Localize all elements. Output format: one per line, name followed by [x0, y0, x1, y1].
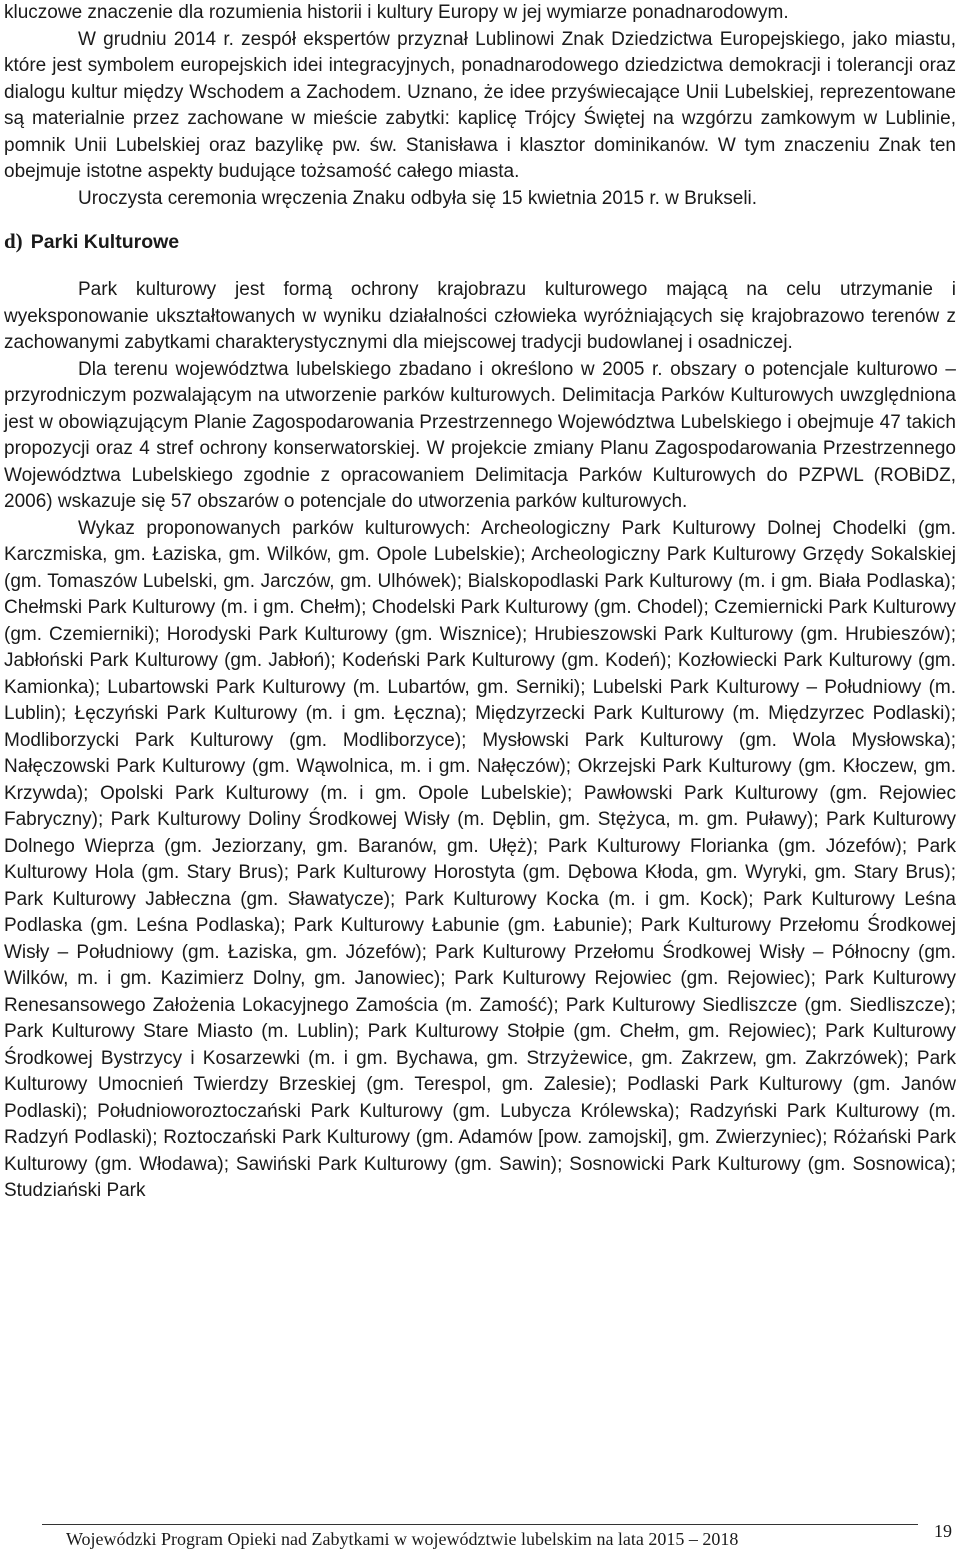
- footer-divider: [42, 1524, 918, 1525]
- page-number: 19: [934, 1521, 952, 1541]
- paragraph-heritage-label: W grudniu 2014 r. zespół ekspertów przyznał Lublinowi Znak Dziedzictwa Europejskiego, jako miastu, które jest symbolem europejskich idei integracyjnych, ponadnarodowego dziedzictwa demokracji i tolerancji oraz dialogu kultur między Wschodem a Zachodem. Uznano, że idee przyświecające Unii Lubelskiej, reprezentowane są materialnie przez zachowane w mieście zabytki: kaplicę Trójcy Świętej na wzgórzu zamkowym w Lublinie, pomnik Unii Lubelskiej oraz bazylikę pw. św. Stanisława i klasztor dominikanów. W tym znaczeniu Znak ten obejmuje istotne aspekty budujące tożsamość całego miasta.: [4, 28, 956, 182]
- document-page: [4, 0, 956, 1205]
- paragraph-delimitation: Dla terenu województwa lubelskiego zbadano i określono w 2005 r. obszary o potencjale kulturowo – przyrodniczym pozwalającym na utworzenie parków kulturowych. Delimitacja Parków Kulturowych uwzględniona jest w obowiązującym Planie Zagospodarowania Przestrzennego Województwa Lubelskiego i obejmuje 47 takich propozycji oraz 4 stref ochrony konserwatorskiej. W projekcie zmiany Planu Zagospodarowania Przestrzennego Województwa Lubelskiego zgodnie z opracowaniem Delimitacja Parków Kulturowych do PZPWL (ROBiDZ, 2006) wskazuje się 57 obszarów o potencjale do utworzenia parków kulturowych.: [4, 358, 956, 512]
- section-title: Parki Kulturowe: [30, 231, 180, 253]
- paragraph-definition: Park kulturowy jest formą ochrony krajobrazu kulturowego mającą na celu utrzymanie i wyeksponowanie ukształtowanych w wyniku działalności człowieka wyróżniających się krajobrazowo terenów z zachowanymi zabytkami charakterystycznymi dla miejscowej tradycji budowlanej i osadniczej.: [4, 279, 956, 353]
- paragraph-intro-continuation: kluczowe znaczenie dla rozumienia historii i kultury Europy w jej wymiarze ponadnarodowym.: [4, 2, 789, 23]
- section-heading: [4, 228, 956, 255]
- footer-title: Wojewódzki Program Opieki nad Zabytkami w województwie lubelskim na lata 2015 – 2018: [66, 1529, 739, 1549]
- paragraph-park-list: Wykaz proponowanych parków kulturowych: Archeologiczny Park Kulturowy Dolnej Chodelki (gm. Karczmiska, gm. Łaziska, gm. Wilków, gm. Opole Lubelskie); Archeologiczny Park Kulturowy Grzędy Sokalskiej (gm. Tomaszów Lubelski, gm. Jarczów, gm. Ulhówek); Bialskopodlaski Park Kulturowy (m. i gm. Biała Podlaska); Chełmski Park Kulturowy (m. i gm. Chełm); Chodelski Park Kulturowy (gm. Chodel); Czemiernicki Park Kulturowy (gm. Czemierniki); Horodyski Park Kulturowy (gm. Wisznice); Hrubieszowski Park Kulturowy (gm. Hrubieszów); Jabłoński Park Kulturowy (gm. Jabłoń); Kodeński Park Kulturowy (gm. Kodeń); Kozłowiecki Park Kulturowy (gm. Kamionka); Lubartowski Park Kulturowy (m. Lubartów, gm. Serniki); Lubelski Park Kulturowy – Południowy (m. Lublin); Łęczyński Park Kulturowy (m. i gm. Łęczna); Międzyrzecki Park Kulturowy (m. Międzyrzec Podlaski); Modliborzycki Park Kulturowy (gm. Modliborzyce); Mysłowski Park Kulturowy (gm. Wola Mysłowska); Nałęczowski Park Kulturowy (gm. Wąwolnica, m. i gm. Nałęczów); Okrzejski Park Kulturowy (gm. Kłoczew, gm. Krzywda); Opolski Park Kulturowy (m. i gm. Opole Lubelskie); Pawłowski Park Kulturowy (gm. Rejowiec Fabryczny); Park Kulturowy Doliny Środkowej Wisły (m. Dęblin, gm. Stężyca, m. gm. Puławy); Park Kulturowy Dolnego Wieprza (gm. Jeziorzany, gm. Baranów, gm. Ułęż); Park Kulturowy Florianka (gm. Józefów); Park Kulturowy Hola (gm. Stary Brus); Park Kulturowy Horostyta (gm. Dębowa Kłoda, gm. Wyryki, gm. Stary Brus); Park Kulturowy Jabłeczna (gm. Sławatycze); Park Kulturowy Kocka (m. i gm. Kock); Park Kulturowy Leśna Podlaska (gm. Leśna Podlaska); Park Kulturowy Łabunie (gm. Łabunie); Park Kulturowy Przełomu Środkowej Wisły – Południowy (gm. Łaziska, gm. Józefów); Park Kulturowy Przełomu Środkowej Wisły – Północny (gm. Wilków, m. i gm. Kazimierz Dolny, gm. Janowiec); Park Kulturowy Rejowiec (gm. Rejowiec); Park Kulturowy Renesansowego Założenia Lokacyjnego Zamościa (m. Zamość); Park Kulturowy Siedliszcze (gm. Siedliszcze); Park Kulturowy Stare Miasto (m. Lublin); Park Kulturowy Stołpie (gm. Chełm, gm. Rejowiec); Park Kulturowy Środkowej Bystrzycy i Kosarzewki (m. i gm. Bychawa, gm. Strzyżewice, gm. Zakrzew, gm. Zakrzówek); Park Kulturowy Umocnień Twierdzy Brzeskiej (gm. Terespol, gm. Zalesie); Podlaski Park Kulturowy (gm. Janów Podlaski); Południoworoztoczański Park Kulturowy (gm. Lubycza Królewska); Radzyński Park Kulturowy (m. Radzyń Podlaski); Roztoczański Park Kulturowy (gm. Adamów [pow. zamojski], gm. Zwierzyniec); Różański Park Kulturowy (gm. Włodawa); Sawiński Park Kulturowy (gm. Sawin); Sosnowicki Park Kulturowy (gm. Sosnowica); Studziański Park: [4, 517, 956, 1201]
- paragraph-ceremony: Uroczysta ceremonia wręczenia Znaku odbyła się 15 kwietnia 2015 r. w Brukseli.: [78, 187, 758, 209]
- section-letter: d): [4, 229, 23, 253]
